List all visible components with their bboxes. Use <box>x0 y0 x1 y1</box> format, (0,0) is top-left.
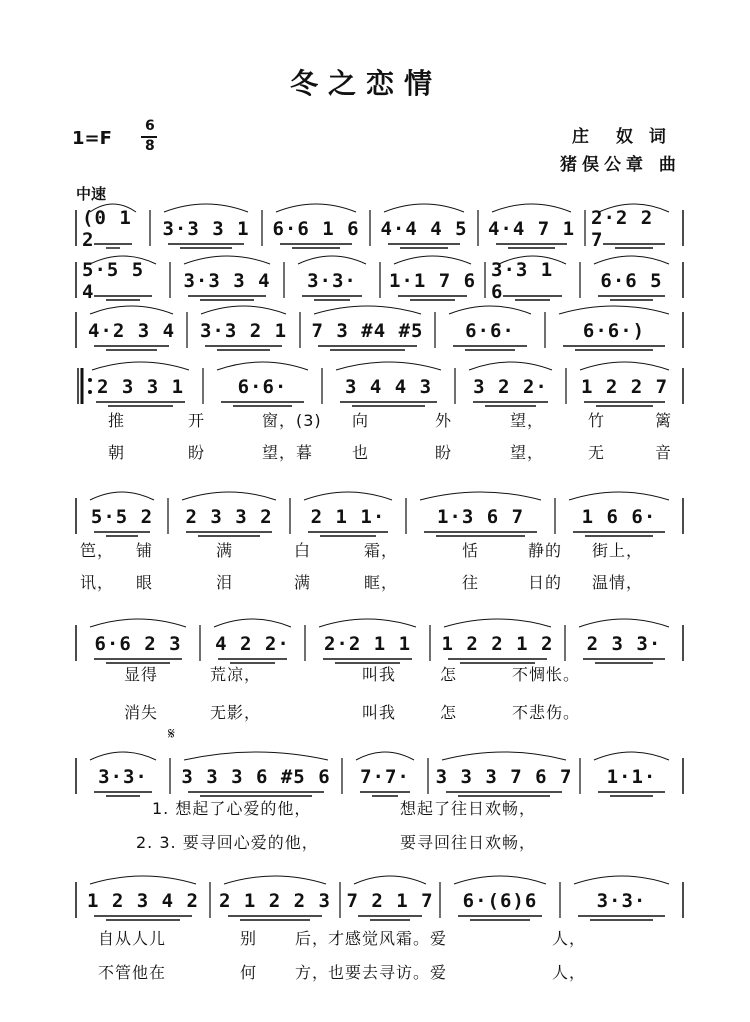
lyric-word: 不惆怅。 <box>512 665 581 684</box>
slur-arc <box>304 492 392 500</box>
slur-arc <box>276 204 356 212</box>
lyric-word: 无 <box>588 443 606 462</box>
measure: 7 3 #4 #5 <box>311 320 424 342</box>
slur-arc <box>574 876 669 884</box>
slur-arc <box>298 256 366 264</box>
lyric-word: 窗，(3) <box>262 411 322 430</box>
lyric-word: 荒凉， <box>210 665 262 684</box>
slur-arc <box>594 256 669 264</box>
lyric-word: 望， <box>510 443 545 462</box>
lyric-word: 2. 3. 要寻回心爱的他， <box>136 833 319 852</box>
measure: 4·2 3 4 <box>87 320 176 342</box>
measure: 6·(6)6 <box>462 890 538 912</box>
lyric-word: 静的 <box>528 541 563 560</box>
lyric-word: 满 <box>294 573 312 592</box>
page-title: 冬之恋情 <box>290 67 443 100</box>
measure: 6·6· <box>237 376 288 398</box>
measure: 3·3 1 6 <box>491 259 554 303</box>
lyric-word: 眼 <box>136 573 154 592</box>
lyric-word: 后， <box>295 929 330 948</box>
lyric-word: 不管他在 <box>98 963 167 982</box>
slur-arc <box>384 204 464 212</box>
measure: 6·6·) <box>582 320 646 342</box>
lyric-word: 朝 <box>108 443 126 462</box>
lyric-word: 方， <box>295 963 330 982</box>
measure: 1·1· <box>606 766 657 788</box>
lyric-line <box>0 830 750 854</box>
slur-arc <box>90 619 186 627</box>
measure: 1 6 6· <box>581 506 657 528</box>
lyric-line <box>0 570 750 594</box>
lyric-word: 人， <box>552 929 587 948</box>
lyricist-credit: 庄 奴 词 <box>572 127 671 147</box>
slur-arc <box>224 876 326 884</box>
slur-arc <box>314 306 421 314</box>
measure: 3·3· <box>98 766 148 788</box>
measure: 3 2 2· <box>473 376 548 398</box>
measure: 2·2 1 1 <box>323 633 412 655</box>
lyric-word: 竹 <box>588 411 606 430</box>
measure: 2 3 3 2 <box>185 506 273 528</box>
composer-credit: 猪俣公章 曲 <box>560 155 681 175</box>
lyric-word: 向 <box>352 411 370 430</box>
measure: 2 1 1· <box>310 506 386 528</box>
slur-arc <box>356 752 414 760</box>
slur-arc <box>449 306 531 314</box>
slur-arc <box>182 492 276 500</box>
lyric-word: 讯， <box>80 573 115 592</box>
lyric-word: 何 <box>240 963 258 982</box>
slur-arc <box>90 876 196 884</box>
lyric-word: 霜， <box>364 541 399 560</box>
lyric-line <box>0 662 750 686</box>
lyric-word: 篱 <box>655 411 673 430</box>
slur-arc <box>217 362 308 370</box>
measure: 6·6 2 3 <box>94 633 182 655</box>
lyric-word: 怎 <box>440 665 458 684</box>
slur-arc <box>201 306 286 314</box>
lyric-word: 也要去寻访。爱 <box>328 963 448 982</box>
lyric-word: 望， <box>510 411 545 430</box>
measure: 6·6 1 6 <box>272 218 360 240</box>
measure: 1·1 7 6 <box>388 270 477 292</box>
lyric-word: 不悲伤。 <box>512 703 581 722</box>
lyric-word: 怎 <box>440 703 458 722</box>
slur-arc <box>420 492 541 500</box>
lyric-word: 外 <box>435 411 453 430</box>
lyric-line <box>0 408 750 432</box>
lyric-word: 别 <box>240 929 258 948</box>
slur-arc <box>164 204 248 212</box>
staff-row <box>0 200 750 260</box>
lyric-word: 消失 <box>124 703 159 722</box>
measure: 3·3 3 4 <box>183 270 271 292</box>
measure: 2 1 2 2 3 <box>219 890 331 912</box>
lyric-word: 推 <box>108 411 126 430</box>
measure: 2 3 3· <box>586 633 662 655</box>
measure: 1 2 2 1 2 <box>441 633 554 655</box>
lyric-word: 想起了往日欢畅， <box>400 799 537 818</box>
lyric-word: 泪 <box>216 573 234 592</box>
lyric-word: 白 <box>294 541 312 560</box>
lyric-word: 无影， <box>210 703 262 722</box>
measure: (0 1 2 <box>82 207 132 251</box>
lyric-word: 满 <box>216 541 234 560</box>
slur-arc <box>594 752 669 760</box>
lyric-word: 盼 <box>188 443 206 462</box>
lyric-line <box>0 796 750 820</box>
lyric-word: 往 <box>462 573 480 592</box>
measure: 7·7· <box>360 766 410 788</box>
measure: 1 2 3 4 2 <box>87 890 199 912</box>
lyric-word: 眶， <box>364 573 399 592</box>
measure: 2·2 2 7 <box>591 207 654 251</box>
lyric-line <box>0 926 750 950</box>
measure: 5·5 5 4 <box>82 259 145 303</box>
lyric-line <box>0 440 750 464</box>
measure: 3·3· <box>596 890 647 912</box>
slur-arc <box>90 306 173 314</box>
slur-arc <box>184 256 270 264</box>
slur-arc <box>184 752 328 760</box>
measure: 7 2 1 7 <box>346 890 434 912</box>
slur-arc <box>214 619 291 627</box>
lyric-word: 显得 <box>124 665 159 684</box>
measure: 3 3 3 6 #5 6 <box>181 766 331 788</box>
slur-arc <box>444 619 551 627</box>
measure: 3 3 3 7 6 7 <box>435 766 573 788</box>
lyric-word: 音 <box>655 443 673 462</box>
slur-arc <box>580 362 669 370</box>
measure: 3·3· <box>307 270 357 292</box>
lyric-word: 街上， <box>592 541 644 560</box>
measure: 6·6 5 <box>600 270 663 292</box>
lyric-word: 笆， <box>80 541 115 560</box>
lyric-word: 1. 想起了心爱的他， <box>152 799 312 818</box>
lyric-line <box>0 960 750 984</box>
measure: 2 3 3 1 <box>96 376 185 398</box>
slur-arc <box>319 619 416 627</box>
lyric-word: 叫我 <box>362 703 397 722</box>
measure: 1·3 6 7 <box>436 506 525 528</box>
measure: 4·4 7 1 <box>487 218 576 240</box>
slur-arc <box>336 362 441 370</box>
key-signature: 1=F <box>72 128 112 149</box>
measure: 4·4 4 5 <box>380 218 468 240</box>
lyric-word: 恬 <box>462 541 480 560</box>
slur-arc <box>454 876 546 884</box>
lyric-word: 要寻回往日欢畅， <box>400 833 537 852</box>
slur-arc <box>90 752 156 760</box>
slur-arc <box>469 362 552 370</box>
measure: 1 2 2 7 <box>580 376 669 398</box>
lyric-word: 铺 <box>136 541 154 560</box>
measure: 4 2 2· <box>215 633 290 655</box>
lyric-word: 也 <box>352 443 370 462</box>
lyric-line <box>0 700 750 724</box>
segno-sign: 𝄋 <box>168 724 175 743</box>
lyric-word: 开 <box>188 411 206 430</box>
slur-arc <box>92 362 189 370</box>
measure: 3 4 4 3 <box>344 376 433 398</box>
time-signature-top: 6 <box>145 118 155 134</box>
time-signature-bottom: 8 <box>145 138 155 154</box>
lyric-word: 自从人儿 <box>98 929 167 948</box>
measure: 3·3 3 1 <box>162 218 250 240</box>
measure: 6·6· <box>465 320 515 342</box>
measure: 5·5 2 <box>90 506 154 528</box>
staff-row <box>0 872 750 932</box>
lyric-word: 日的 <box>528 573 563 592</box>
lyric-word: 望，暮 <box>262 443 314 462</box>
tempo-marking: 中速 <box>76 185 107 203</box>
slur-arc <box>394 256 471 264</box>
lyric-word: 盼 <box>435 443 453 462</box>
slur-arc <box>569 492 669 500</box>
lyric-line <box>0 538 750 562</box>
staff-row <box>0 302 750 362</box>
slur-arc <box>354 876 426 884</box>
slur-arc <box>579 619 669 627</box>
measure: 3·3 2 1 <box>199 320 288 342</box>
lyric-word: 温情， <box>592 573 644 592</box>
lyric-word: 人， <box>552 963 587 982</box>
slur-arc <box>559 306 669 314</box>
slur-arc <box>90 492 154 500</box>
slur-arc <box>442 752 566 760</box>
slur-arc <box>492 204 571 212</box>
lyric-word: 才感觉风霜。爱 <box>328 929 448 948</box>
lyric-word: 叫我 <box>362 665 397 684</box>
